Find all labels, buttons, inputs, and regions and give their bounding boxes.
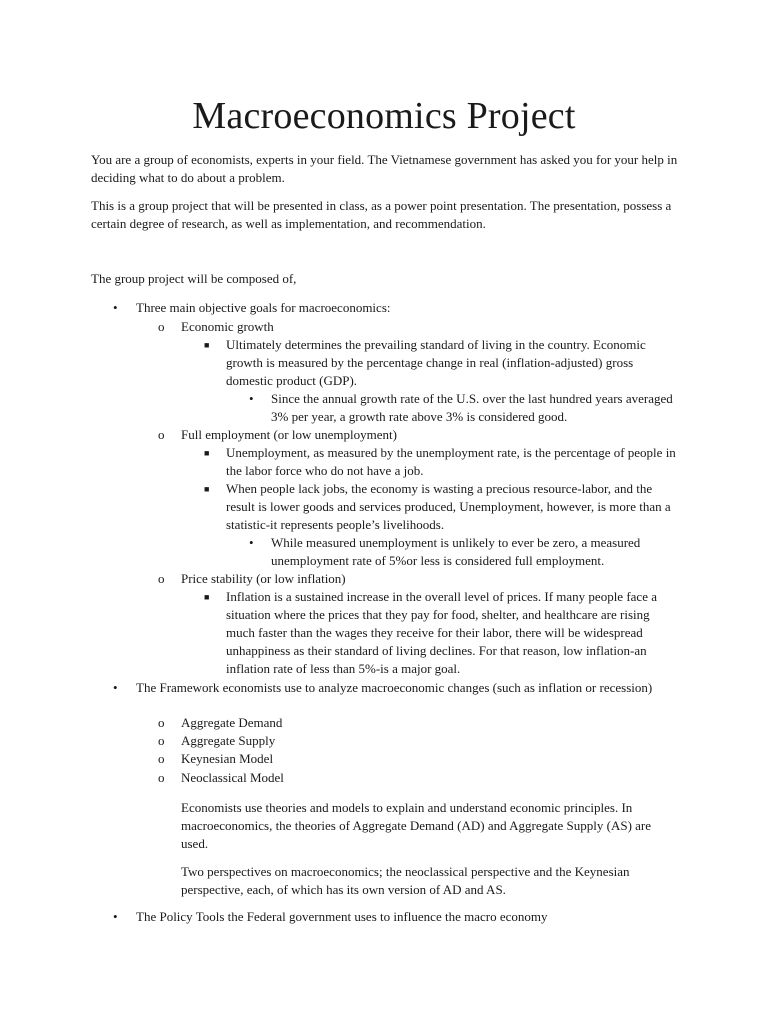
bullet-glyph: • [113, 300, 118, 315]
framework-note-1: Economists use theories and models to explain and understand economic principles. In macroeconomics, the theories of Aggregate Demand (AD) and Aggregate Supply (AS) are used. [181, 800, 652, 851]
bullet-glyph: • [249, 535, 254, 550]
list-item-text: Since the annual growth rate of the U.S. over the last hundred years averaged 3% per year, a growth rate above 3% is considered good. [271, 391, 673, 424]
bullet-glyph: • [113, 680, 118, 695]
document-title: Macroeconomics Project [192, 95, 576, 137]
list-item-label: Neoclassical Model [181, 770, 284, 785]
bullet-glyph: • [249, 391, 254, 406]
list-item-label: Aggregate Supply [181, 733, 276, 748]
bullet-glyph: o [158, 571, 165, 586]
list-item-label: Aggregate Demand [181, 715, 283, 730]
bullet-glyph: • [113, 909, 118, 924]
intro-paragraph-2: This is a group project that will be presented in class, as a power point presentation. The presentation, possess a certain degree of research, as well as implementation, and recommendation. [91, 198, 672, 231]
list-item-text: Inflation is a sustained increase in the overall level of prices. If many people face a situation where the prices that they pay for food, shelter, and healthcare are rising much faster than the wages they receive for their labor, there will be widespread unhappiness as their standard of living declines. For that reason, low inflation-an inflation rate of less than 5%-is a major goal. [226, 589, 657, 676]
list-item-text: While measured unemployment is unlikely to ever be zero, a measured unemployment rate of 5%or less is considered full employment. [271, 535, 641, 568]
intro-paragraph-1: You are a group of economists, experts in your field. The Vietnamese government has asked you for your help in deciding what to do about a problem. [91, 152, 678, 185]
bullet-glyph: o [158, 751, 165, 766]
bullet-glyph: ■ [204, 592, 210, 602]
bullet-glyph: o [158, 733, 165, 748]
list-item-label: The Policy Tools the Federal government uses to influence the macro economy [136, 909, 548, 924]
list-item-label: Keynesian Model [181, 751, 274, 766]
list-item-label: The Framework economists use to analyze macroeconomic changes (such as inflation or recession) [136, 680, 653, 695]
bullet-glyph: o [158, 770, 165, 785]
bullet-glyph: ■ [204, 448, 210, 458]
bullet-glyph: o [158, 427, 165, 442]
list-item-text: Ultimately determines the prevailing standard of living in the country. Economic growth is measured by the percentage change in real (inflation-adjusted) gross domestic product (GDP). [226, 337, 646, 388]
list-item-text: When people lack jobs, the economy is wasting a precious resource-labor, and the result is lower goods and services produced, Unemployment, however, is more than a statistic-it represents people’s livelihoods. [226, 481, 671, 532]
bullet-glyph: o [158, 715, 165, 730]
list-item-label: Price stability (or low inflation) [181, 571, 346, 586]
list-item-text: Unemployment, as measured by the unemployment rate, is the percentage of people in the labor force who do not have a job. [226, 445, 676, 478]
framework-note-2: Two perspectives on macroeconomics; the neoclassical perspective and the Keynesian perspective, each, of which has its own version of AD and AS. [181, 864, 630, 897]
bullet-glyph: o [158, 319, 165, 334]
list-item-label: Three main objective goals for macroeconomics: [136, 300, 391, 315]
bullet-glyph: ■ [204, 484, 210, 494]
intro-paragraph-3: The group project will be composed of, [91, 271, 297, 286]
list-item-label: Economic growth [181, 319, 274, 334]
list-item-label: Full employment (or low unemployment) [181, 427, 397, 442]
bullet-glyph: ■ [204, 340, 210, 350]
